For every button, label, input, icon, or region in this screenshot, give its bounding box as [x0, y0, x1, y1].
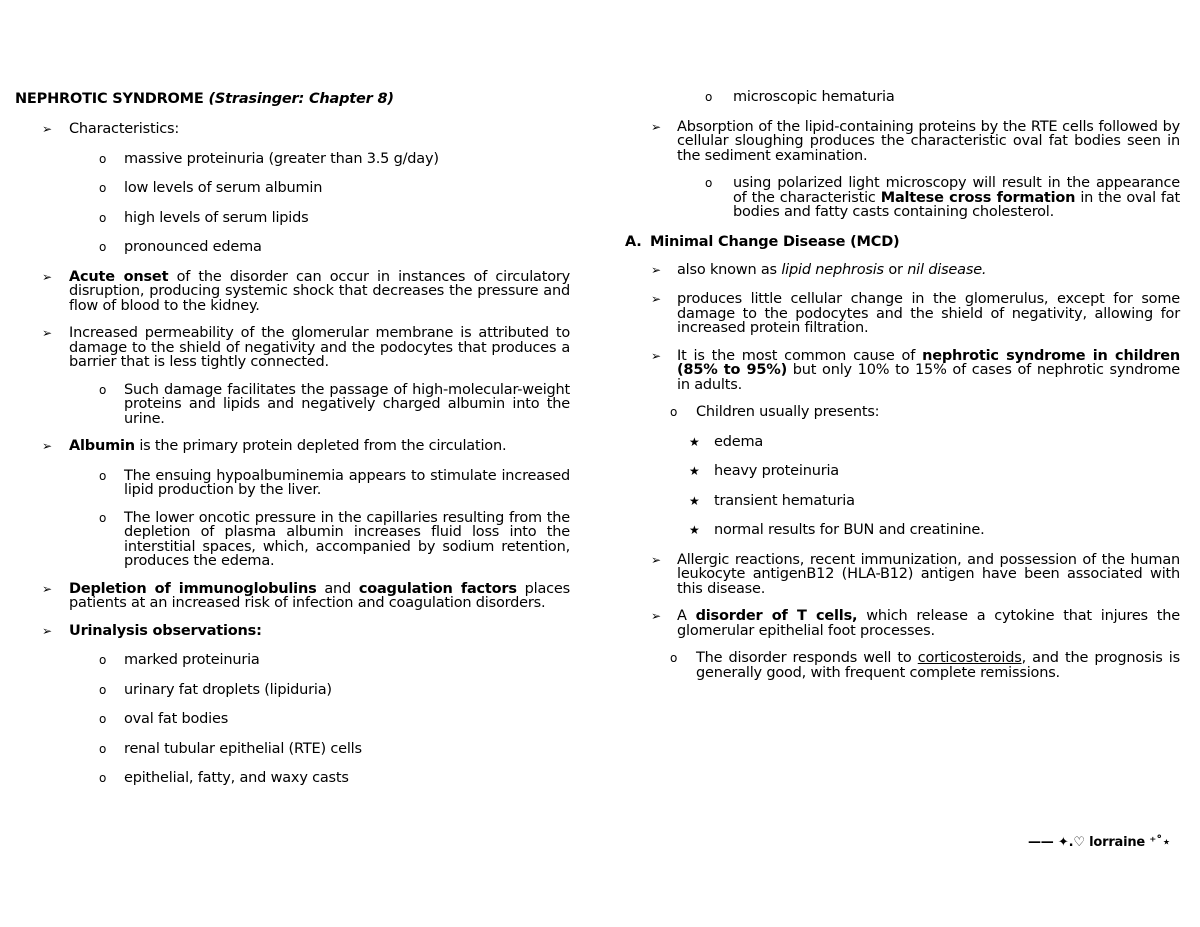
- list-item-text: The lower oncotic pressure in the capillaries resulting from the depletion of plasma albumin increases fluid loss into the interstitial spaces, which, accompanied by sodium retention, produces the edema.: [124, 509, 570, 569]
- circle-bullet-icon: o: [705, 90, 713, 104]
- section-heading: [625, 233, 1180, 251]
- common-cause-bullet: [625, 349, 1180, 393]
- arrow-bullet-icon: ➢: [42, 122, 52, 136]
- list-item: [15, 211, 570, 226]
- common-pre: It is the most common cause of: [677, 347, 923, 364]
- list-item: [15, 511, 570, 569]
- aka-term-1: lipid nephrosis: [781, 261, 884, 278]
- circle-bullet-icon: o: [670, 405, 678, 419]
- polarized-pre: using polarized light microscopy will result in the appearance of the characteristic: [733, 175, 1180, 206]
- list-item-text: transient hematuria: [714, 492, 855, 509]
- circle-bullet-icon: o: [670, 651, 678, 665]
- aka-term-2: nil disease.: [907, 261, 987, 278]
- depletion-bullet: [15, 582, 570, 611]
- albumin-text: is the primary protein depleted from the circulation.: [134, 438, 507, 454]
- characteristics-label: Characteristics:: [69, 121, 180, 137]
- list-item-text: heavy proteinuria: [714, 463, 839, 479]
- arrow-bullet-icon: ➢: [651, 119, 661, 134]
- star-bullet-icon: ★: [689, 464, 700, 478]
- albumin-term: Albumin: [69, 438, 135, 454]
- list-item: [625, 464, 1180, 479]
- acute-onset-text: of the disorder can occur in instances of circulatory disruption, producing systemic shock that decreases the pressure and flow of blood to the kidney.: [69, 268, 571, 314]
- circle-bullet-icon: o: [99, 741, 107, 756]
- t-cell-bullet: [625, 609, 1180, 638]
- page-title: [15, 90, 570, 108]
- characteristics-bullet: [15, 122, 570, 137]
- arrow-bullet-icon: ➢: [42, 623, 52, 638]
- title-reference: (Strasinger: Chapter 8): [208, 91, 394, 107]
- list-item: [15, 771, 570, 786]
- list-item-text: urinary fat droplets (lipiduria): [124, 681, 332, 698]
- list-item: [625, 651, 1180, 680]
- absorption-text: Absorption of the lipid-containing proteins by the RTE cells followed by cellular sloughing produces the characteristic oval fat bodies seen in the sediment examination.: [677, 118, 1180, 164]
- common-post: but only 10% to 15% of cases of nephrotic syndrome in adults.: [677, 362, 1180, 393]
- title-text: NEPHROTIC SYNDROME: [15, 91, 204, 107]
- list-item-text: Such damage facilitates the passage of high-molecular-weight proteins and lipids and negatively charged albumin into the urine.: [124, 381, 570, 427]
- list-item: [15, 181, 570, 196]
- arrow-bullet-icon: ➢: [651, 348, 661, 363]
- urinalysis-label: Urinalysis observations:: [69, 622, 262, 639]
- t-cell-term: disorder of T cells,: [695, 608, 858, 624]
- list-item: [15, 712, 570, 727]
- list-item-text: normal results for BUN and creatinine.: [714, 522, 985, 538]
- section-marker: A.: [625, 233, 642, 250]
- maltese-cross-term: Maltese cross formation: [880, 189, 1076, 206]
- circle-bullet-icon: o: [99, 240, 107, 254]
- depletion-text: places patients at an increased risk of infection and coagulation disorders.: [69, 580, 570, 611]
- depletion-term-2: coagulation factors: [358, 580, 517, 597]
- children-label: Children usually presents:: [696, 404, 880, 420]
- depletion-and: and: [316, 580, 359, 597]
- arrow-bullet-icon: ➢: [42, 326, 52, 340]
- list-item: [625, 494, 1180, 509]
- circle-bullet-icon: o: [99, 510, 107, 525]
- arrow-bullet-icon: ➢: [42, 439, 52, 453]
- list-item: [15, 383, 570, 427]
- aka-mid: or: [883, 261, 908, 278]
- list-item: [625, 90, 1180, 105]
- acute-onset-bullet: [15, 270, 570, 314]
- aka-bullet: [625, 263, 1180, 278]
- circle-bullet-icon: o: [99, 468, 107, 483]
- common-bold: nephrotic syndrome in children (85% to 95%): [677, 347, 1181, 378]
- list-item-text: edema: [714, 433, 764, 450]
- little-change-bullet: [625, 292, 1180, 336]
- list-item-text: low levels of serum albumin: [124, 180, 323, 196]
- polarized-post: in the oval fat bodies and fatty casts containing cholesterol.: [733, 189, 1181, 220]
- author-signature: —— ✦.♡ lorraine ⁺˚⋆: [1028, 835, 1171, 850]
- little-change-text: produces little cellular change in the glomerulus, except for some damage to the podocytes and the shield of negativity, allowing for increased protein filtration.: [677, 291, 1180, 336]
- circle-bullet-icon: o: [99, 712, 107, 726]
- list-item: [625, 523, 1180, 538]
- list-item: [15, 152, 570, 167]
- circle-bullet-icon: o: [705, 176, 713, 190]
- list-item: [625, 435, 1180, 450]
- t-cell-pre: A: [677, 608, 696, 624]
- circle-bullet-icon: o: [99, 653, 107, 667]
- list-item-text: epithelial, fatty, and waxy casts: [124, 770, 349, 786]
- left-column: [15, 90, 570, 801]
- allergic-bullet: [625, 553, 1180, 597]
- circle-bullet-icon: o: [99, 210, 107, 225]
- depletion-term-1: Depletion of immunoglobulins: [69, 580, 317, 597]
- star-bullet-icon: ★: [689, 434, 700, 449]
- list-item-text: microscopic hematuria: [733, 89, 895, 105]
- circle-bullet-icon: o: [99, 151, 107, 166]
- circle-bullet-icon: o: [99, 771, 107, 785]
- list-item: [15, 683, 570, 698]
- list-item-text: high levels of serum lipids: [124, 209, 309, 226]
- circle-bullet-icon: o: [99, 181, 107, 195]
- section-title: Minimal Change Disease (MCD): [650, 233, 900, 250]
- cortico-pre: The disorder responds well to: [696, 650, 918, 666]
- right-column: [625, 90, 1180, 693]
- list-item-text: oval fat bodies: [124, 711, 229, 727]
- list-item: [15, 742, 570, 757]
- star-bullet-icon: ★: [689, 523, 700, 537]
- arrow-bullet-icon: ➢: [42, 581, 52, 596]
- arrow-bullet-icon: ➢: [651, 609, 661, 623]
- cortico-post: , and the prognosis is generally good, with frequent complete remissions.: [696, 650, 1180, 681]
- allergic-text: Allergic reactions, recent immunization, and possession of the human leukocyte antigenB12 (HLA-B12) antigen have been associated with this disease.: [677, 551, 1180, 597]
- list-item-text: marked proteinuria: [124, 652, 260, 668]
- list-item: [15, 469, 570, 498]
- aka-pre: also known as: [677, 261, 782, 278]
- children-label-item: [625, 405, 1180, 420]
- list-item-text: renal tubular epithelial (RTE) cells: [124, 740, 362, 757]
- arrow-bullet-icon: ➢: [651, 292, 661, 306]
- urinalysis-bullet: [15, 624, 570, 639]
- arrow-bullet-icon: ➢: [651, 262, 661, 277]
- list-item: [15, 240, 570, 255]
- arrow-bullet-icon: ➢: [651, 552, 661, 567]
- absorption-bullet: [625, 120, 1180, 164]
- albumin-bullet: [15, 439, 570, 454]
- arrow-bullet-icon: ➢: [42, 269, 52, 284]
- acute-onset-term: Acute onset: [69, 268, 169, 285]
- corticosteroids-term: corticosteroids: [917, 650, 1022, 666]
- t-cell-post: which release a cytokine that injures the glomerular epithelial foot processes.: [677, 608, 1180, 639]
- circle-bullet-icon: o: [99, 682, 107, 697]
- list-item: [625, 176, 1180, 220]
- list-item-text: massive proteinuria (greater than 3.5 g/day): [124, 150, 439, 167]
- star-bullet-icon: ★: [689, 493, 700, 508]
- permeability-text: Increased permeability of the glomerular membrane is attributed to damage to the shield of negativity and the podocytes that produces a barrier that is less tightly connected.: [69, 325, 570, 370]
- list-item-text: pronounced edema: [124, 239, 262, 255]
- list-item: [15, 653, 570, 668]
- circle-bullet-icon: o: [99, 382, 107, 397]
- permeability-bullet: [15, 326, 570, 370]
- list-item-text: The ensuing hypoalbuminemia appears to stimulate increased lipid production by the liver.: [124, 467, 570, 498]
